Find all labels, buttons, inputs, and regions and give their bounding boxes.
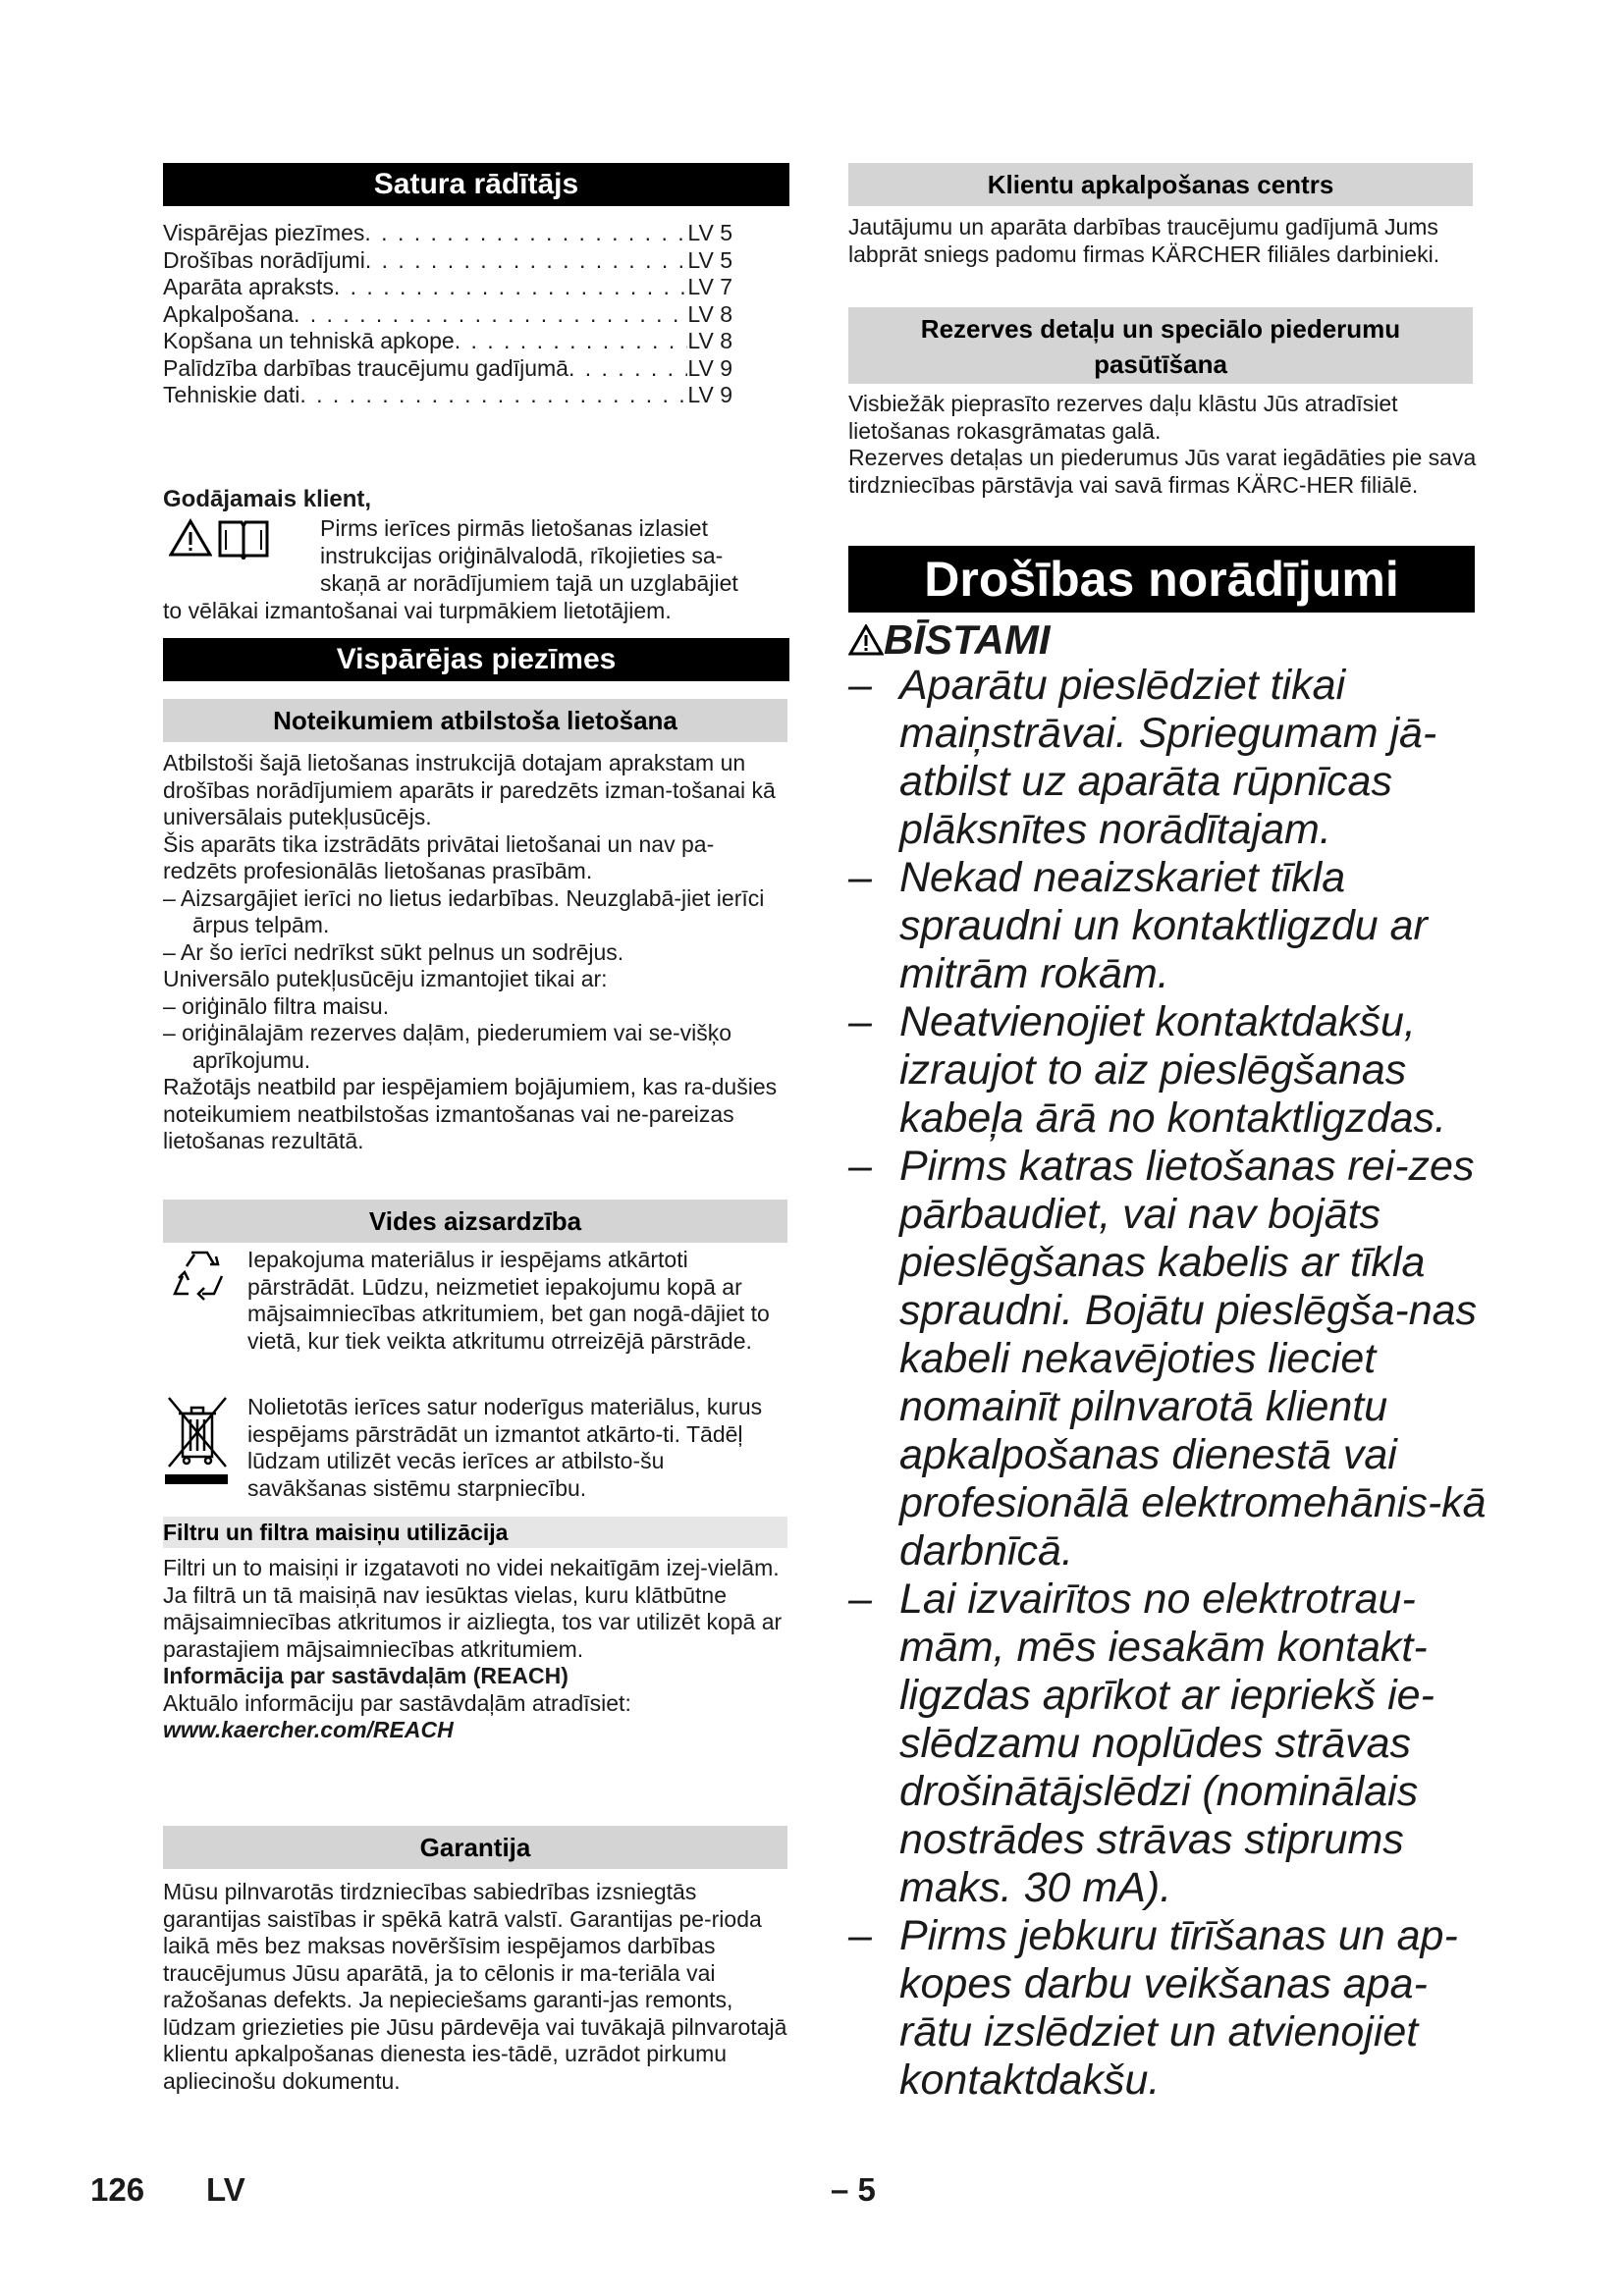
crossed-bin-icon (163, 1394, 232, 1484)
usage-list-item: – Ar šo ierīci nedrīkst sūkt pelnus un sodrējus. (163, 938, 624, 965)
filter-paragraph-1: Filtri un to maisiņi ir izgatavoti no videi nekaitīgām izej-vielām. (163, 1555, 780, 1580)
greeting-title: Godājamais klient, (163, 486, 372, 512)
safety-item-text: Lai izvairītos no elektrotrau-mām, mēs iesakām kontakt-ligzdas aprīkot ar iepriekš ie-slēdzamu noplūdes strāvas drošinātājslēdzi (nominālais nostrādes strāvas stiprums maks. 30 mA). (899, 1575, 1435, 1911)
toc-entry-page: LV 8 (687, 328, 732, 353)
greeting-line-4: to vēlākai izmantošanai vai turpmākiem lietotājiem. (163, 598, 672, 623)
greeting-line-3: skaņā ar norādījumiem tajā un uzglabājiet (320, 570, 738, 596)
toc-entry[interactable] (163, 301, 732, 329)
toc-entry-page: LV 5 (687, 220, 732, 245)
usage-title: Noteikumiem atbilstoša lietošana (163, 699, 787, 742)
usage-paragraph-1: Atbilstoši šajā lietošanas instrukcijā dotajam aprakstam un drošības norādījumiem aparāts ir paredzēts izman-tošanai kā universālais putekļusūcējs. (163, 750, 776, 829)
toc-entry[interactable] (163, 220, 732, 247)
safety-item-text: Neatvienojiet kontaktdakšu, izraujot to aiz pieslēgšanas kabeļa ārā no kontaktligzdas. (899, 998, 1446, 1142)
usage-paragraph-3: Universālo putekļusūcēju izmantojiet tikai ar: (163, 966, 608, 991)
filter-section (163, 1555, 799, 1744)
toc-entry-label: Apkalpošana (163, 300, 294, 327)
safety-item (848, 662, 1487, 854)
usage-list-item: – Aizsargājiet ierīci no lietus iedarbības. Neuzglabā-jiet ierīci ārpus telpām. (163, 884, 765, 937)
safety-item-text: Pirms katras lietošanas rei-zes pārbaudiet, vai nav bojāts pieslēgšanas kabelis ar tīkla spraudni. Bojātu pieslēgša-nas kabeli nekavējoties lieciet nomainīt pilnvarotā klientu apkalpošanas dienestā vai profesionālā elektromehānis-kā darbnīcā. (899, 1143, 1487, 1575)
greeting-line-1: Pirms ierīces pirmās lietošanas izlasiet (320, 515, 708, 541)
list-dash: – (848, 854, 872, 901)
warranty-title: Garantija (163, 1826, 787, 1869)
service-title: Klientu apkalpošanas centrs (848, 163, 1473, 206)
parts-order-title-line-2: pasūtīšana (1094, 349, 1227, 379)
parts-paragraph-2: Rezerves detaļas un piederumus Jūs varat iegādāties pie sava tirdzniecības pārstāvja vai savā firmas KÄRC-HER filiālē. (848, 445, 1477, 498)
parts-section (848, 391, 1477, 499)
reach-link[interactable]: www.kaercher.com/REACH (163, 1717, 454, 1742)
toc-entry[interactable] (163, 355, 732, 383)
safety-item (848, 854, 1487, 998)
greeting-line-2: instrukcijas oriģinālvalodā, rīkojieties sa- (320, 543, 724, 568)
filter-disposal-title: Filtru un filtra maisiņu utilizācija (163, 1517, 787, 1548)
parts-order-title-line-1: Rezerves detaļu un speciālo piederumu (920, 314, 1401, 344)
recycling-icon (165, 1245, 234, 1308)
list-dash: – (848, 1575, 872, 1623)
filter-paragraph-2: Ja filtrā un tā maisiņā nav iesūktas vielas, kuru klātbūtne mājsaimniecības atkritumos ir aizliegta, tos var utilizēt kopā ar parastajiem mājsaimniecības atkritumiem. (163, 1581, 783, 1662)
toc-entry[interactable] (163, 274, 732, 301)
usage-list-item: – oriģinālo filtra maisu. (163, 992, 390, 1019)
toc-entry-label: Aparāta apraksts (163, 274, 334, 299)
warranty-paragraph: Mūsu pilnvarotās tirdzniecības sabiedrības izsniegtās garantijas saistības ir spēkā katrā valstī. Garantijas pe-rioda laikā mēs bez maksas novēršīsim iespējamos darbības traucējumus Jūsu aparātā, ja to cēlonis ir ma-teriāla vai ražošanas defekts. Ja nepieciešams garanti-jas remonts, lūdzam griezieties pie Jūsu pārdevēja vai tuvākajā pilnvarotajā klientu apkalpošanas dienesta ies-tādē, uzrādot pirkumu apliecinošu dokumentu. (163, 1879, 787, 2094)
environment-title: Vides aizsardzība (163, 1200, 787, 1243)
environment-paragraph-1: Iepakojuma materiālus ir iespējams atkārtoti pārstrādāt. Lūdzu, neizmetiet iepakojumu kopā ar mājsaimniecības atkritumiem, bet gan nogā-dājiet to vietā, kur tiek veikta atkritumu otrreizējā pārstrāde. (247, 1247, 770, 1354)
danger-label: BĪSTAMI (884, 616, 1051, 663)
parts-paragraph-1: Visbiežāk pieprasīto rezerves daļu klāstu Jūs atradīsiet lietošanas rokasgrāmatas galā. (848, 391, 1398, 444)
manual-book-icon (216, 516, 271, 560)
warning-icon (169, 518, 212, 558)
safety-item-text: Pirms jebkuru tīrīšanas un ap-kopes darbu veikšanas apa-rātu izslēdziet un atvienojiet kontaktdakšu. (899, 1912, 1458, 2104)
toc-entry[interactable] (163, 382, 732, 409)
general-notes-title: Vispārējas piezīmes (163, 638, 789, 681)
service-paragraph: Jautājumu un aparāta darbības traucējumu gadījumā Jums labprāt sniegs padomu firmas KÄRCHER filiāles darbinieki. (848, 214, 1440, 267)
toc-entry-page: LV 5 (687, 246, 732, 273)
safety-item (848, 998, 1487, 1143)
toc-entry[interactable] (163, 247, 732, 275)
toc-entry-label: Vispārējas piezīmes (163, 220, 365, 245)
toc-entry-page: LV 9 (687, 382, 732, 407)
reach-title: Informācija par sastāvdaļām (REACH) (163, 1663, 568, 1688)
parts-order-title (848, 307, 1473, 384)
safety-item-text: Nekad neaizskariet tīkla spraudni un kontaktligzdu ar mitrām rokām. (899, 854, 1428, 997)
footer-language: LV (206, 2171, 245, 2208)
reach-paragraph: Aktuālo informāciju par sastāvdaļām atradīsiet: (163, 1689, 631, 1716)
footer-section-page: – 5 (831, 2171, 876, 2208)
safety-item-text: Aparātu pieslēdziet tikai maiņstrāvai. Spriegumam jā-atbilst uz aparāta rūpnīcas plāksnītes norādītajam. (899, 662, 1437, 853)
toc-list (163, 220, 732, 409)
safety-list (848, 662, 1487, 2105)
safety-title: Drošības norādījumi (848, 546, 1475, 613)
usage-section (163, 750, 787, 1155)
usage-paragraph-2: Šis aparāts tika izstrādāts privātai lietošanai un nav pa-redzēts profesionālās lietošanas prasībām. (163, 830, 715, 883)
list-dash: – (848, 662, 872, 709)
safety-item (848, 1575, 1487, 1912)
toc-entry-page: LV 8 (687, 300, 732, 327)
list-dash: – (848, 1912, 872, 1959)
environment-paragraph-2: Nolietotās ierīces satur noderīgus materiālus, kurus iespējams pārstrādāt un izmantot atkārto-ti. Tādēļ lūdzam utilizēt vecās ierīces ar atbilsto-šu savākšanas sistēmu starpniecību. (247, 1394, 763, 1501)
toc-entry-page: LV 7 (687, 274, 732, 299)
toc-entry-label: Kopšana un tehniskā apkope (163, 328, 455, 353)
usage-paragraph-4: Ražotājs neatbild par iespējamiem bojājumiem, kas ra-dušies noteikumiem neatbilstošas izmantošanas vai ne-pareizas lietošanas rezultātā. (163, 1074, 778, 1153)
safety-item (848, 1143, 1487, 1575)
safety-item (848, 1912, 1487, 2105)
danger-warning-icon (848, 624, 884, 656)
toc-entry-page: LV 9 (687, 354, 732, 381)
toc-entry-label: Drošības norādījumi (163, 246, 365, 273)
list-dash: – (848, 1143, 872, 1190)
toc-title: Satura rādītājs (163, 163, 789, 206)
toc-entry-label: Palīdzība darbības traucējumu gadījumā (163, 354, 568, 381)
footer-page-number: 126 (90, 2171, 145, 2208)
usage-list-item: – oriģinālajām rezerves daļām, piederumiem vai se-višķo aprīkojumu. (163, 1020, 732, 1073)
toc-entry[interactable] (163, 328, 732, 355)
toc-entry-label: Tehniskie dati (163, 382, 300, 407)
list-dash: – (848, 998, 872, 1045)
